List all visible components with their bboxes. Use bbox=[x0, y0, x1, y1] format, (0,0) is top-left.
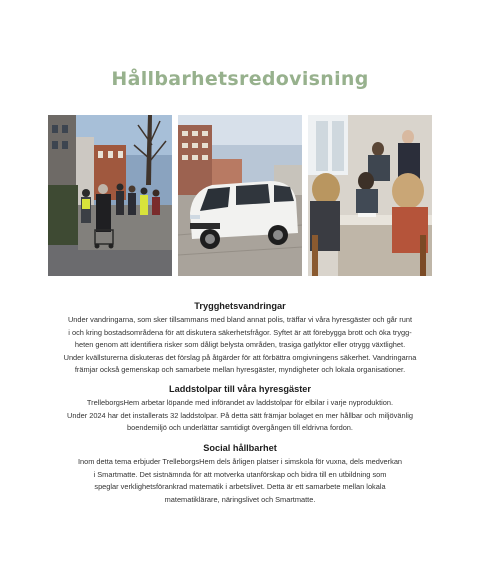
page-title: Hållbarhetsredovisning bbox=[111, 68, 369, 90]
body-line: Under vandringarna, som sker tillsammans med bland annat polis, träffar vi våra hyresgäster och går runt bbox=[67, 315, 413, 324]
body-line: boendemiljö och underlättar samtidigt övergången till eldrivna fordon. bbox=[127, 423, 353, 433]
classroom-photo bbox=[308, 115, 432, 276]
section-heading: Social hållbarhet bbox=[203, 443, 277, 453]
section-body bbox=[40, 397, 440, 435]
body-line: Under kvällsturerna diskuteras det förslag på åtgärder för att förbättra omgivningens säkerhet. Vandringarna bbox=[63, 352, 417, 362]
section-heading: Trygghetsvandringar bbox=[194, 301, 286, 311]
body-line: speglar verklighetsförankrad matematik i arbetslivet. Detta är ett samarbete mellan lokala bbox=[94, 482, 386, 492]
section-laddstolpar bbox=[40, 384, 440, 435]
body-line: Under 2024 har det installerats 32 laddstolpar. På detta sätt främjar bolaget en mer hållbar och miljövänlig bbox=[67, 410, 413, 420]
body-line: TrelleborgsHem arbetar löpande med införandet av laddstolpar för elbilar i varje nyproduktion. bbox=[86, 398, 394, 407]
body-line: heten genom att identifiera risker som dåligt belysta områden, trasiga gatlyktor eller otrygg växtlighet. bbox=[74, 340, 406, 350]
safety-walk-photo bbox=[48, 115, 172, 276]
section-social-hallbarhet bbox=[40, 443, 440, 506]
body-line: i Smartmatte. Det sistnämnda för att motverka utanförskap och bidra till en utbildning som bbox=[93, 469, 387, 479]
body-line: i och kring bostadsområdena för att diskutera säkerhetsfrågor. Syftet är att förebygga brott och öka trygg- bbox=[68, 327, 412, 337]
photo-row bbox=[48, 115, 432, 276]
section-trygghetsvandringar bbox=[40, 301, 440, 377]
body-line: främjar också gemenskap och samarbete mellan hyresgäster, myndigheter och lokala organisationer. bbox=[74, 365, 406, 375]
body-line: Inom detta tema erbjuder TrelleborgsHem dels årligen platser i simskola för vuxna, dels medverkan bbox=[77, 457, 403, 466]
section-heading: Laddstolpar till våra hyresgäster bbox=[169, 384, 311, 394]
body-line: matematiklärare, näringslivet och Smartmatte. bbox=[164, 494, 316, 504]
section-body bbox=[40, 456, 440, 506]
section-body bbox=[40, 314, 440, 377]
electric-van-photo bbox=[178, 115, 302, 276]
